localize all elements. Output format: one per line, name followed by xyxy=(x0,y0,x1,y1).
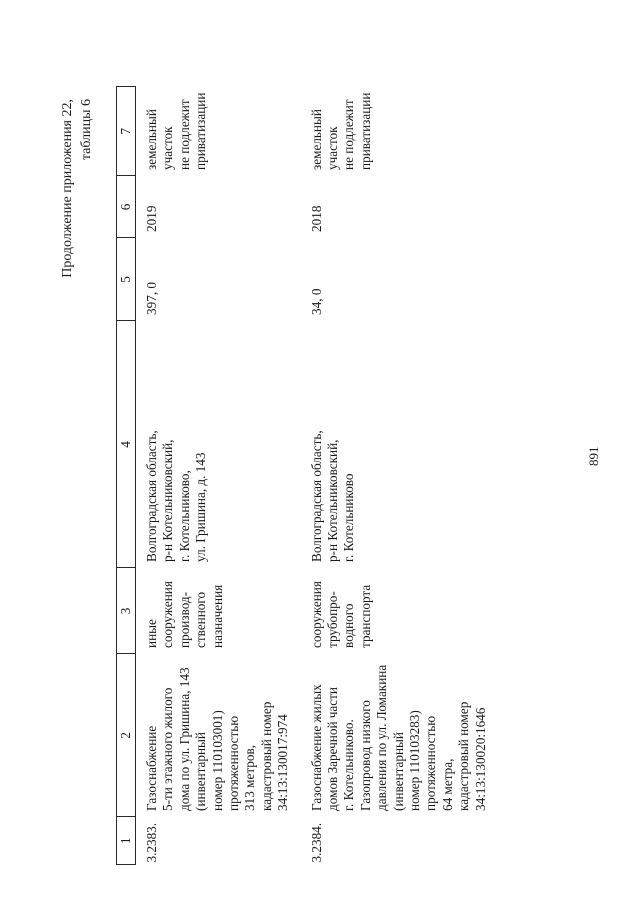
continuation-line-2: таблицы 6 xyxy=(79,99,94,161)
text-line: участок xyxy=(160,126,176,170)
text-line: 5-ти этажного жилого xyxy=(160,687,176,811)
text-line: земельный xyxy=(308,109,324,170)
page-number: 891 xyxy=(586,446,601,466)
text-line: приватизации xyxy=(193,92,209,170)
text-line: участок xyxy=(324,126,340,170)
property-table xyxy=(116,86,489,865)
text-line: транспорта xyxy=(357,584,373,648)
table-row xyxy=(308,87,489,865)
text-line: земельный xyxy=(144,109,159,170)
text-line: производ- xyxy=(176,591,192,648)
object-year: 2018 xyxy=(308,205,324,232)
col-header: 7 xyxy=(117,87,136,176)
col-header: 6 xyxy=(117,176,136,238)
col-header: 3 xyxy=(117,568,136,654)
col-header: 5 xyxy=(117,238,136,321)
object-address xyxy=(308,321,489,568)
text-line: сооружения xyxy=(160,581,176,648)
col-header: 1 xyxy=(117,817,136,865)
text-line: давления по ул. Ломакина xyxy=(374,664,390,811)
col-header: 2 xyxy=(117,654,136,817)
text-line: назначения xyxy=(209,584,225,648)
text-line: Волгоградская область, xyxy=(144,430,159,562)
continuation-line-1: Продолжение приложения 22, xyxy=(60,99,75,278)
object-name xyxy=(136,654,308,817)
text-line: (инвентарный xyxy=(193,732,209,811)
object-address xyxy=(136,321,308,568)
table-row xyxy=(136,87,308,865)
text-line: номер 110103001) xyxy=(209,710,225,811)
text-line: 34:13:130017:974 xyxy=(275,714,291,811)
object-note xyxy=(308,87,489,176)
text-line: трубопро- xyxy=(324,591,340,648)
text-line: р-н Котельниковский, xyxy=(324,439,340,562)
object-name xyxy=(308,654,489,817)
text-line: домов Заречной части xyxy=(324,687,340,811)
text-line: г. Котельниково xyxy=(341,473,357,562)
object-value: 397, 0 xyxy=(144,281,159,315)
text-line: сооружения xyxy=(308,581,324,648)
text-line: протяженностью xyxy=(423,715,439,811)
text-line: кадастровый номер xyxy=(258,701,274,811)
text-line: Волгоградская область, xyxy=(308,430,324,562)
text-line: ул. Гришина, д. 143 xyxy=(193,452,209,562)
text-line: кадастровый номер xyxy=(456,701,472,811)
object-value: 34, 0 xyxy=(308,288,324,315)
row-number: 3.2383. xyxy=(144,822,159,863)
text-line: не подлежит xyxy=(176,99,192,170)
col-header: 4 xyxy=(117,321,136,568)
text-line: (инвентарный xyxy=(390,732,406,811)
object-year: 2019 xyxy=(144,205,159,232)
object-note xyxy=(136,87,308,176)
text-line: дома по ул. Гришина, 143 xyxy=(176,667,192,811)
text-line: Газоснабжение жилых xyxy=(308,684,324,811)
text-line: г. Котельниково. xyxy=(341,719,357,811)
text-line: 313 метров, xyxy=(242,745,258,811)
text-line: ственного xyxy=(193,591,209,648)
text-line: 64 метра, xyxy=(439,758,455,811)
text-line: водного xyxy=(341,603,357,648)
text-line: 34:13:130020:1646 xyxy=(472,707,488,811)
row-number: 3.2384. xyxy=(308,822,324,863)
object-type xyxy=(308,568,489,654)
text-line: протяженностью xyxy=(226,715,242,811)
text-line: г. Котельниково, xyxy=(176,470,192,562)
text-line: Газопровод низкого xyxy=(357,700,373,811)
table-header-row xyxy=(117,87,136,865)
text-line: приватизации xyxy=(357,92,373,170)
text-line: Газоснабжение xyxy=(144,725,159,811)
text-line: номер 110103283) xyxy=(406,710,422,811)
continuation-note xyxy=(58,99,96,278)
text-line: р-н Котельниковский, xyxy=(160,439,176,562)
text-line: не подлежит xyxy=(341,99,357,170)
object-type xyxy=(136,568,308,654)
text-line: иные xyxy=(144,619,159,648)
